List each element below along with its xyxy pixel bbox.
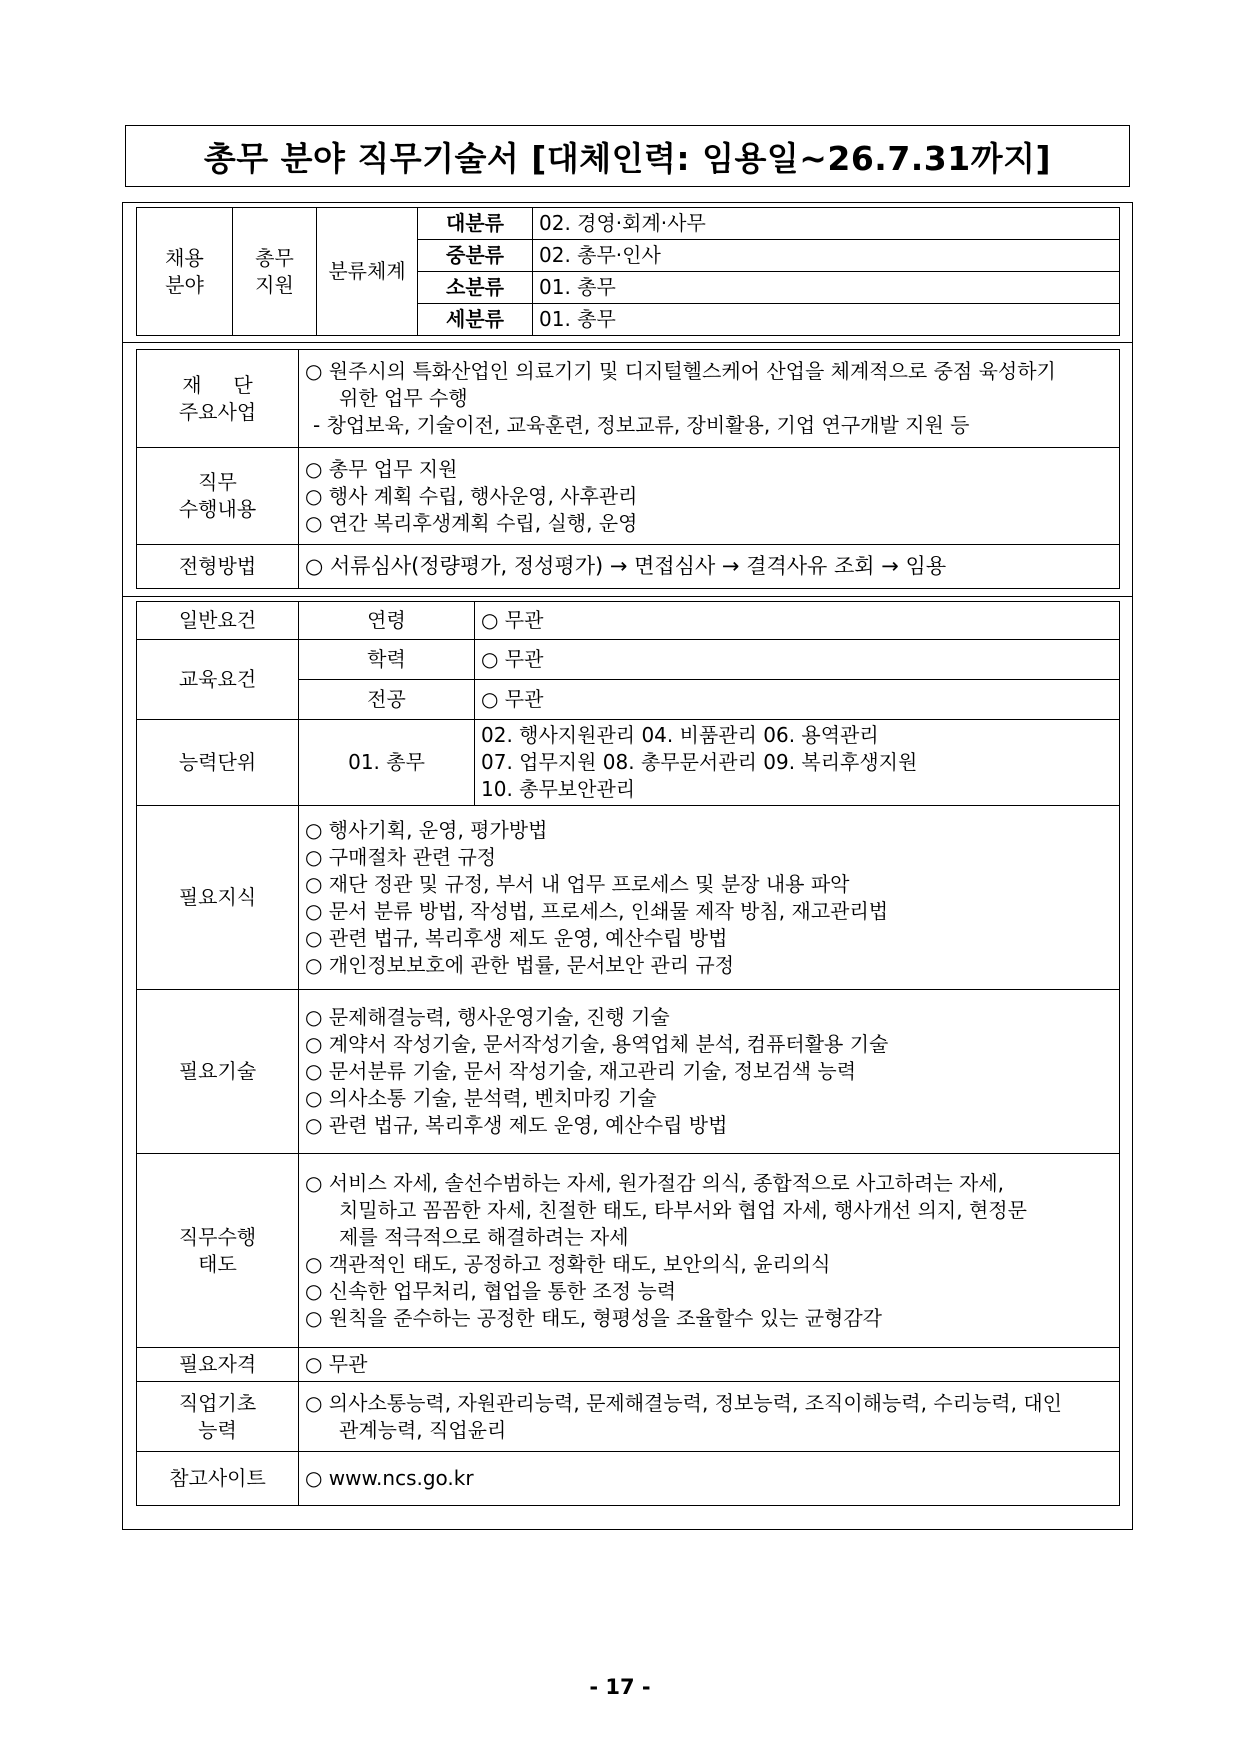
duty-content-label: 직무 수행내용: [137, 448, 299, 545]
list-item: ○ 관련 법규, 복리후생 제도 운영, 예산수립 방법: [305, 1113, 728, 1137]
job-description-frame: [122, 202, 1133, 1530]
category-detail-label: 세분류: [418, 304, 533, 336]
reference-site-label: 참고사이트: [137, 1452, 299, 1506]
category-detail-value: 01. 총무: [533, 304, 1120, 336]
major-label: 전공: [299, 680, 475, 720]
list-item: ○ 구매절차 관련 규정: [305, 844, 497, 869]
list-item: ○ 문서분류 기술, 문서 작성기술, 재고관리 기술, 정보검색 능력: [305, 1059, 857, 1083]
selection-method-value: ○ 서류심사(정량평가, 정성평가) → 면접심사 → 결격사유 조회 → 임용: [299, 545, 1120, 589]
list-item: ○ 개인정보보호에 관한 법률, 문서보안 관리 규정: [305, 952, 735, 977]
list-item: ○ 행사기획, 운영, 평가방법: [305, 817, 548, 842]
category-minor-label: 소분류: [418, 272, 533, 304]
major-value: ○ 무관: [475, 680, 1120, 720]
ability-unit-category: 01. 총무: [299, 720, 475, 806]
list-item: ○ 신속한 업무처리, 협업을 통한 조정 능력: [305, 1278, 677, 1303]
list-item: ○ 관련 법규, 복리후생 제도 운영, 예산수립 방법: [305, 925, 728, 950]
list-item: ○ 문서 분류 방법, 작성법, 프로세스, 인쇄물 제작 방침, 재고관리법: [305, 898, 889, 923]
reference-site-link[interactable]: ○ www.ncs.go.kr: [299, 1452, 1120, 1506]
section-divider: [123, 596, 1132, 597]
selection-method-label: 전형방법: [137, 545, 299, 589]
foundation-business-content: ○ 원주시의 특화산업인 의료기기 및 디지털헬스케어 산업을 체계적으로 중점 육성하기 위한 업무 수행 - 창업보육, 기술이전, 교육훈련, 정보교류, 장비활용, 기업 연구개발 지원 등: [299, 350, 1120, 448]
basic-ability-content: ○ 의사소통능력, 자원관리능력, 문제해결능력, 정보능력, 조직이해능력, 수리능력, 대인 관계능력, 직업윤리: [299, 1382, 1120, 1452]
classification-system-label: 분류체계: [317, 208, 418, 336]
work-attitude-label: 직무수행 태도: [137, 1154, 299, 1348]
list-item: ○ 문제해결능력, 행사운영기술, 진행 기술: [305, 1005, 670, 1029]
education-requirement-label: 교육요건: [137, 640, 299, 720]
school-value: ○ 무관: [475, 640, 1120, 680]
list-item: 07. 업무지원 08. 총무문서관리 09. 복리후생지원: [481, 750, 918, 774]
ability-unit-label: 능력단위: [137, 720, 299, 806]
classification-table: [136, 207, 1120, 336]
requirements-table: [136, 601, 1120, 1506]
category-minor-value: 01. 총무: [533, 272, 1120, 304]
category-major-value: 02. 경영·회계·사무: [533, 208, 1120, 240]
list-item: ○ 계약서 작성기술, 문서작성기술, 용역업체 분석, 컴퓨터활용 기술: [305, 1032, 889, 1056]
duty-table: [136, 349, 1120, 589]
foundation-business-label: 재 단 주요사업: [137, 350, 299, 448]
page-number: - 17 -: [589, 1675, 651, 1699]
document-title: 총무 분야 직무기술서 [대체인력: 임용일~26.7.31까지]: [203, 138, 1052, 178]
required-skills-label: 필요기술: [137, 990, 299, 1154]
category-major-label: 대분류: [418, 208, 533, 240]
document-title-box: [125, 125, 1130, 187]
ability-unit-list: [475, 720, 1120, 806]
category-middle-label: 중분류: [418, 240, 533, 272]
list-item: ○ 연간 복리후생계획 수립, 실행, 운영: [305, 510, 638, 535]
required-qualification-label: 필요자격: [137, 1348, 299, 1382]
list-item: ○ 행사 계획 수립, 행사운영, 사후관리: [305, 483, 638, 508]
work-attitude-list: ○ 서비스 자세, 솔선수범하는 자세, 원가절감 의식, 종합적으로 사고하려는 자세, 치밀하고 꼼꼼한 자세, 친절한 태도, 타부서와 협업 자세, 행사개선 의지, 현정문 제를 적극적으로 해결하려는 자세 ○ 객관적인 태도, 공정하고 정확한 태도, 보안의식, 윤리의식 ○ 신속한 업무처리, 협업을 통한 조정 능력 ○ 원칙을 준수하는 공정한 태도, 형평성을 조율할수 있는 균형감각: [299, 1154, 1120, 1348]
hiring-field-value: 총무 지원: [233, 208, 317, 336]
required-skills-list: [299, 990, 1120, 1154]
hiring-field-label: 채용 분야: [137, 208, 233, 336]
general-requirement-label: 일반요건: [137, 602, 299, 640]
required-knowledge-list: [299, 806, 1120, 990]
basic-ability-label: 직업기초 능력: [137, 1382, 299, 1452]
required-knowledge-label: 필요지식: [137, 806, 299, 990]
age-label: 연령: [299, 602, 475, 640]
school-label: 학력: [299, 640, 475, 680]
required-qualification-value: ○ 무관: [299, 1348, 1120, 1382]
duty-content-list: [299, 448, 1120, 545]
section-divider: [123, 342, 1132, 343]
category-middle-value: 02. 총무·인사: [533, 240, 1120, 272]
list-item: ○ 원칙을 준수하는 공정한 태도, 형평성을 조율할수 있는 균형감각: [305, 1305, 882, 1330]
age-value: ○ 무관: [475, 602, 1120, 640]
list-item: ○ 총무 업무 지원: [305, 456, 458, 481]
list-item: 02. 행사지원관리 04. 비품관리 06. 용역관리: [481, 723, 879, 747]
list-item: ○ 의사소통 기술, 분석력, 벤치마킹 기술: [305, 1086, 657, 1110]
list-item: ○ 객관적인 태도, 공정하고 정확한 태도, 보안의식, 윤리의식: [305, 1251, 831, 1276]
list-item: 10. 총무보안관리: [481, 777, 636, 801]
list-item: ○ 재단 정관 및 규정, 부서 내 업무 프로세스 및 분장 내용 파악: [305, 871, 850, 896]
